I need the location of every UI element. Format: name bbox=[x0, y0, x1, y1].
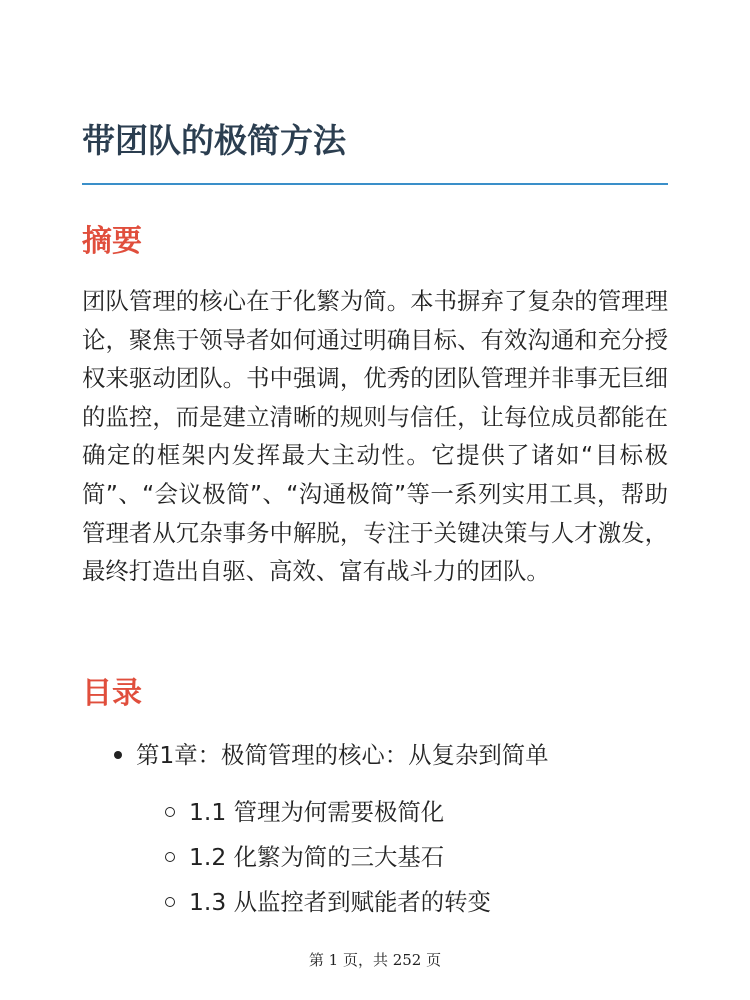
bullet-disc-icon bbox=[114, 751, 122, 759]
page-number-footer: 第 1 页，共 252 页 bbox=[308, 951, 442, 969]
bullet-circle-icon bbox=[165, 852, 175, 862]
toc-heading: 目录 bbox=[82, 676, 142, 711]
toc-section-label: 1.3 从监控者到赋能者的转变 bbox=[189, 888, 491, 916]
summary-heading: 摘要 bbox=[82, 224, 142, 259]
toc-section-1-2[interactable] bbox=[189, 841, 444, 873]
toc-section-1-3[interactable] bbox=[189, 886, 491, 918]
toc-section-label: 1.1 管理为何需要极简化 bbox=[189, 798, 445, 826]
bullet-circle-icon bbox=[165, 897, 175, 907]
toc-chapter-label: 第1章：极简管理的核心：从复杂到简单 bbox=[136, 741, 549, 769]
document-title: 带团队的极简方法 bbox=[82, 121, 346, 160]
title-divider bbox=[82, 183, 668, 185]
toc-section-1-1[interactable] bbox=[189, 796, 444, 828]
bullet-circle-icon bbox=[165, 807, 175, 817]
summary-paragraph: 团队管理的核心在于化繁为简。本书摒弃了复杂的管理理论，聚焦于领导者如何通过明确目标、有效沟通和充分授权来驱动团队。书中强调，优秀的团队管理并非事无巨细的监控，而是建立清晰的规则与信任，让每位成员都能在确定的框架内发挥最大主动性。它提供了诸如“目标极简”、“会议极简”、“沟通极简”等一系列实用工具，帮助管理者从冗杂事务中解脱，专注于关键决策与人才激发，最终打造出自驱、高效、富有战斗力的团队。 bbox=[82, 287, 668, 586]
toc-section-label: 1.2 化繁为简的三大基石 bbox=[189, 843, 445, 871]
toc-chapter-1[interactable] bbox=[136, 739, 549, 771]
